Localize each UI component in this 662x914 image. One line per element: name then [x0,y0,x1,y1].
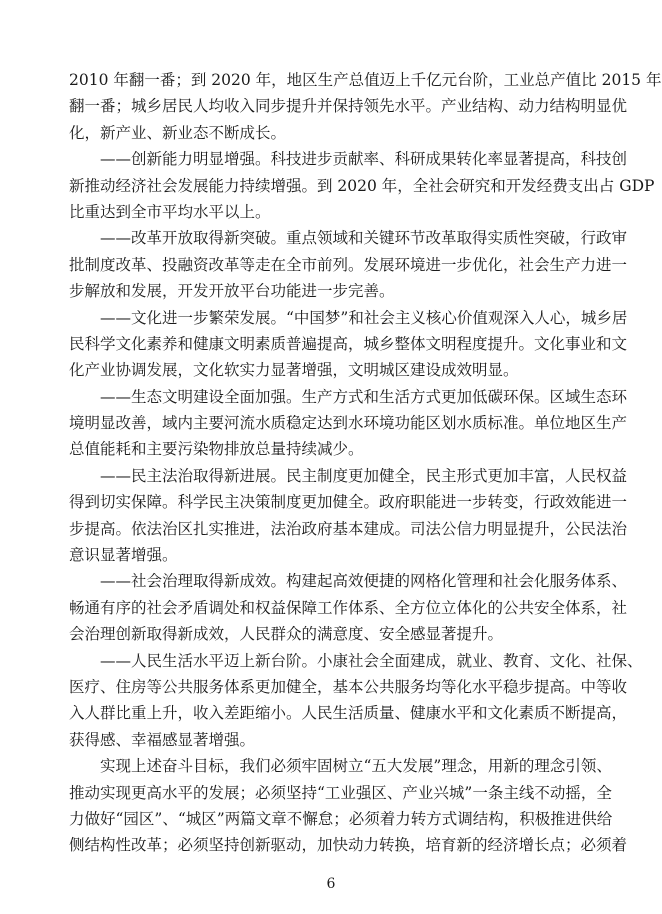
page-number: 6 [326,876,336,892]
text-line: ——社会治理取得新成效。构建起高效便捷的网格化管理和社会化服务体系、 [100,572,628,591]
text-line: ——创新能力明显增强。科技进步贡献率、科研成果转化率显著提高，科技创 [100,150,628,169]
text-line: 翻一番；城乡居民人均收入同步提升并保持领先水平。产业结构、动力结构明显优 [69,97,628,116]
text-line: 境明显改善，域内主要河流水质稳定达到水环境功能区划水质标准。单位地区生产 [69,414,628,433]
text-line: 2010 年翻一番；到 2020 年，地区生产总值迈上千亿元台阶，工业总产值比 2015 年 [69,71,662,89]
text-line: 化，新产业、新业态不断成长。 [69,123,287,142]
text-line: 推动实现更高水平的发展；必须坚持“工业强区、产业兴城”一条主线不动摇，全 [69,783,612,802]
text-line: 会治理创新取得新成效，人民群众的满意度、安全感显著提升。 [69,625,504,644]
text-line: ——改革开放取得新突破。重点领域和关键环节改革取得实质性突破，行政审 [100,229,628,248]
text-line: ——文化进一步繁荣发展。“中国梦”和社会主义核心价值观深入人心，城乡居 [100,308,628,327]
text-line: 入人群比重上升，收入差距缩小。人民生活质量、健康水平和文化素质不断提高， [69,704,628,723]
text-line: 畅通有序的社会矛盾调处和权益保障工作体系、全方位立体化的公共安全体系，社 [69,598,628,617]
text-line: 医疗、住房等公共服务体系更加健全，基本公共服务均等化水平稳步提高。中等收 [69,677,628,696]
text-line: 实现上述奋斗目标，我们必须牢固树立“五大发展”理念，用新的理念引领、 [100,757,612,776]
text-line: 批制度改革、投融资改革等走在全市前列。发展环境进一步优化，社会生产力进一 [69,255,628,274]
text-line: 步解放和发展，开发开放平台功能进一步完善。 [69,282,395,301]
text-line: ——生态文明建设全面加强。生产方式和生活方式更加低碳环保。区域生态环 [100,387,628,406]
text-line: 意识显著增强。 [69,546,178,565]
text-line: 侧结构性改革；必须坚持创新驱动，加快动力转换，培育新的经济增长点；必须着 [69,836,628,855]
text-line: 总值能耗和主要污染物排放总量持续减少。 [69,440,364,459]
paragraph [69,67,662,146]
text-line: 民科学文化素养和健康文明素质普遍提高，城乡整体文明程度提升。文化事业和文 [69,334,628,353]
text-line: 新推动经济社会发展能力持续增强。到 2020 年，全社会研究和开发经费支出占 GDP [69,176,655,195]
paragraph [69,568,628,647]
text-line: 获得感、幸福感显著增强。 [69,730,256,749]
document-body [69,67,662,859]
text-line: 得到切实保障。科学民主决策制度更加健全。政府职能进一步转变，行政效能进一 [69,493,628,512]
text-line: ——民主法治取得新进展。民主制度更加健全，民主形式更加丰富，人民权益 [100,466,628,485]
text-line: 比重达到全市平均水平以上。 [69,202,271,221]
paragraph [69,384,628,463]
paragraph [69,305,628,384]
text-line: 力做好“园区”、“城区”两篇文章不懈怠；必须着力转方式调结构，积极推进供给 [69,809,613,828]
paragraph [69,225,628,304]
paragraph [69,648,643,754]
text-line: 化产业协调发展，文化软实力显著增强，文明城区建设成效明显。 [69,361,519,380]
text-line: 步提高。依法治区扎实推进，法治政府基本建成。司法公信力明显提升，公民法治 [69,519,628,538]
paragraph [69,463,628,569]
paragraph [69,146,655,225]
paragraph [69,753,628,859]
text-line: ——人民生活水平迈上新台阶。小康社会全面建成，就业、教育、文化、社保、 [100,651,643,670]
